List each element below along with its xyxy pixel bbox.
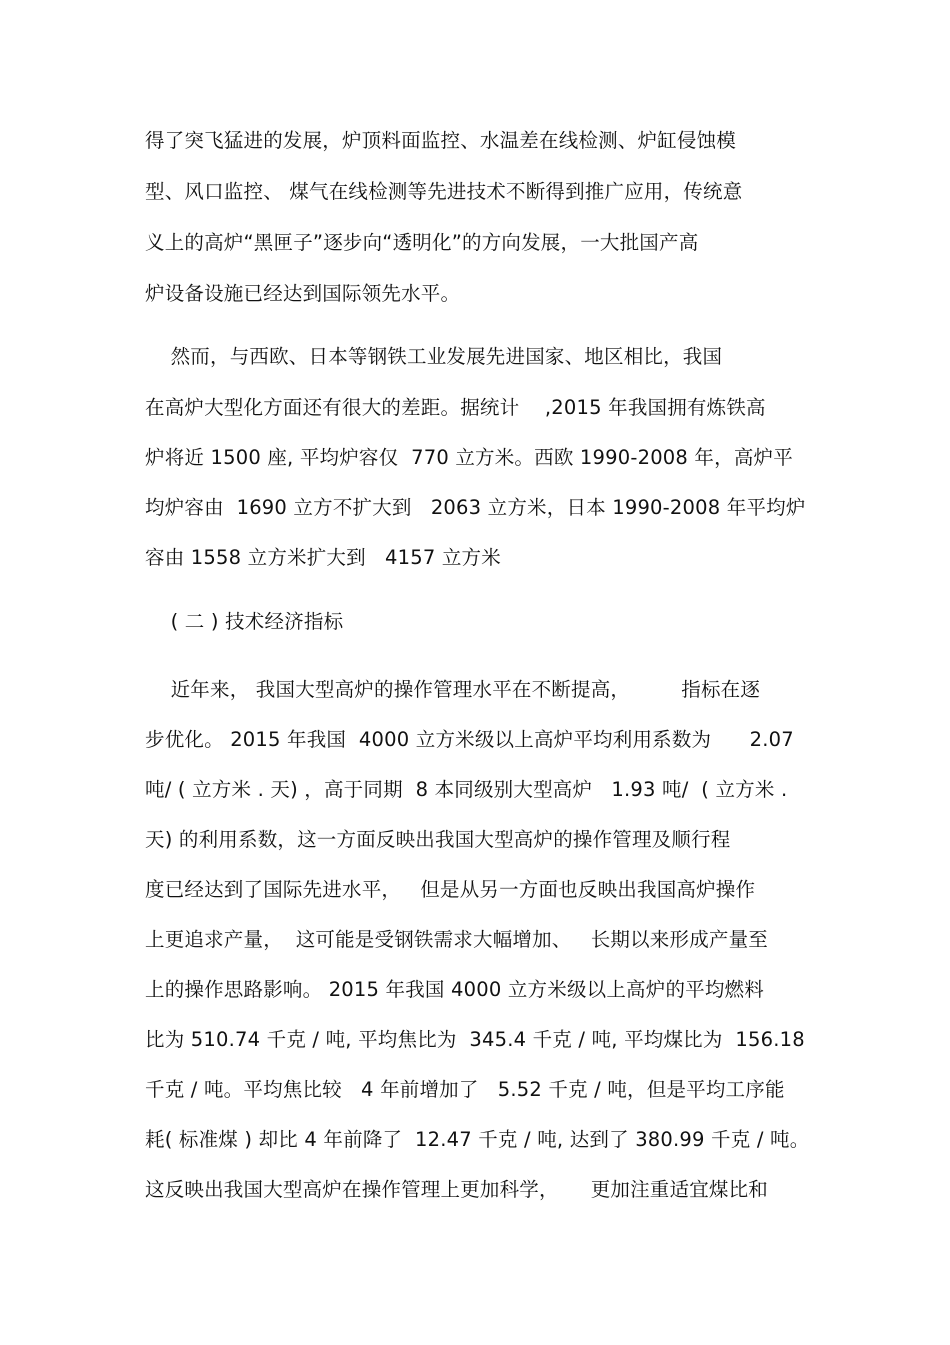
text-line: 炉将近 1500 座, 平均炉容仅 770 立方米。西欧 1990-2008 年，高炉平 xyxy=(145,446,793,469)
text-line: 千克 / 吨。平均焦比较 4 年前增加了 5.52 千克 / 吨，但是平均工序能 xyxy=(145,1078,785,1101)
text-line: 吨/ ( 立方米 . 天) ，高于同期 8 本同级别大型高炉 1.93 吨/ ( 立方米 . xyxy=(145,778,788,801)
text-line: 比为 510.74 千克 / 吨, 平均焦比为 345.4 千克 / 吨, 平均煤比为 156.18 xyxy=(145,1028,805,1051)
text-line: 这反映出我国大型高炉在操作管理上更加科学， 更加注重适宜煤比和 xyxy=(145,1178,768,1201)
text-line: 在高炉大型化方面还有很大的差距。据统计 ,2015 年我国拥有炼铁高 xyxy=(145,396,766,419)
text-line: 义上的高炉“黑匣子”逐步向“透明化”的方向发展，一大批国产高 xyxy=(145,231,699,254)
text-line: 炉设备设施已经达到国际领先水平。 xyxy=(145,282,461,305)
text-line: 上的操作思路影响。 2015 年我国 4000 立方米级以上高炉的平均燃料 xyxy=(145,978,764,1001)
text-line: 耗( 标准煤 ) 却比 4 年前降了 12.47 千克 / 吨, 达到了 380.99 千克 / 吨。 xyxy=(145,1128,810,1151)
text-line: 天) 的利用系数，这一方面反映出我国大型高炉的操作管理及顺行程 xyxy=(145,828,731,851)
text-line: 得了突飞猛进的发展，炉顶料面监控、水温差在线检测、炉缸侵蚀模 xyxy=(145,129,737,152)
text-line: 上更追求产量， 这可能是受钢铁需求大幅增加、 长期以来形成产量至 xyxy=(145,928,768,951)
section-heading: ( 二 ) 技术经济指标 xyxy=(145,610,344,633)
text-line: 度已经达到了国际先进水平， 但是从另一方面也反映出我国高炉操作 xyxy=(145,878,756,901)
text-line: 然而，与西欧、日本等钢铁工业发展先进国家、地区相比，我国 xyxy=(145,345,723,368)
text-line: 步优化。 2015 年我国 4000 立方米级以上高炉平均利用系数为 2.07 xyxy=(145,728,794,751)
text-line: 均炉容由 1690 立方不扩大到 2063 立方米，日本 1990-2008 年平均炉 xyxy=(145,496,806,519)
text-line: 容由 1558 立方米扩大到 4157 立方米 xyxy=(145,546,501,569)
text-line: 型、风口监控、 煤气在线检测等先进技术不断得到推广应用，传统意 xyxy=(145,180,743,203)
text-line: 近年来， 我国大型高炉的操作管理水平在不断提高， 指标在逐 xyxy=(145,678,761,701)
